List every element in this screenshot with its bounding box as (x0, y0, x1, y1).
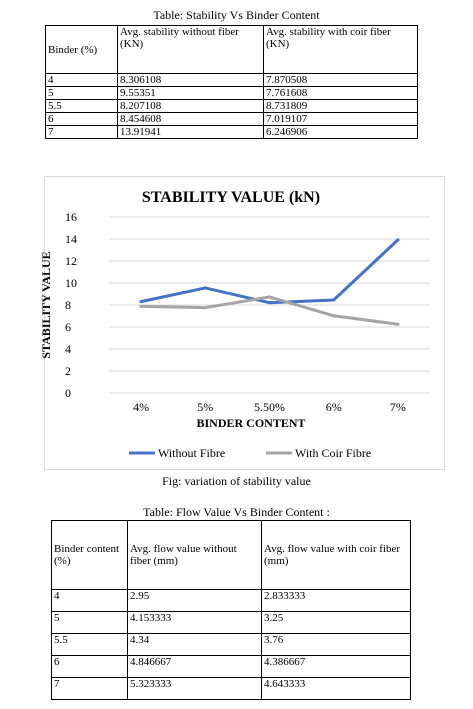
y-tick-label: 16 (65, 210, 77, 224)
x-tick-label: 5% (197, 400, 214, 414)
table-cell: 13.91941 (118, 126, 264, 139)
table-cell: 4 (46, 74, 118, 87)
chart-title: STABILITY VALUE (kN) (141, 189, 321, 206)
y-tick-label: 6 (65, 320, 71, 334)
data-point (204, 306, 207, 309)
table-cell: 5 (52, 612, 128, 634)
table-row (52, 656, 411, 678)
y-tick-label: 12 (65, 254, 77, 268)
table-cell: 6 (46, 113, 118, 126)
data-point (140, 300, 143, 303)
y-tick-label: 14 (65, 232, 77, 246)
table-row (46, 74, 418, 87)
table-cell: 9.55351 (118, 87, 264, 100)
table-cell: 8.731809 (264, 100, 418, 113)
series-line (141, 297, 398, 324)
table-cell: 7.019107 (264, 113, 418, 126)
table-row (46, 100, 418, 113)
table-cell: 7 (46, 126, 118, 139)
header-cell: Binder content (%) (52, 521, 128, 590)
stability-table (45, 25, 418, 139)
header-cell: Binder (%) (46, 26, 118, 74)
table-cell: 5 (46, 87, 118, 100)
figure-caption: Fig: variation of stability value (162, 474, 311, 488)
table-cell: 2.95 (128, 590, 262, 612)
data-point (396, 323, 399, 326)
legend-label: Without Fibre (158, 446, 226, 460)
y-axis-label: STABILITY VALUE (39, 251, 53, 359)
table-row (52, 634, 411, 656)
table-cell: 7 (52, 678, 128, 700)
table2-caption: Table: Flow Value Vs Binder Content : (143, 505, 330, 519)
table-row (52, 590, 411, 612)
data-point (332, 298, 335, 301)
table-row (52, 612, 411, 634)
x-tick-label: 5.50% (254, 400, 285, 414)
table-cell: 6 (52, 656, 128, 678)
header-cell: Avg. flow value with coir fiber (mm) (262, 521, 411, 590)
table-row (46, 126, 418, 139)
table-row (46, 113, 418, 126)
data-point (268, 295, 271, 298)
table-cell: 6.246906 (264, 126, 418, 139)
table-header-row (52, 521, 411, 590)
data-point (204, 286, 207, 289)
y-tick-label: 4 (65, 342, 71, 356)
table-row (52, 678, 411, 700)
legend-label: With Coir Fibre (295, 446, 372, 460)
table-cell: 8.454608 (118, 113, 264, 126)
y-tick-label: 8 (65, 298, 71, 312)
table-cell: 7.761608 (264, 87, 418, 100)
table-row (46, 87, 418, 100)
y-tick-label: 2 (65, 364, 71, 378)
y-tick-label: 10 (65, 276, 77, 290)
table-cell: 4.153333 (128, 612, 262, 634)
table-cell: 7.870508 (264, 74, 418, 87)
table-cell: 5.5 (52, 634, 128, 656)
table-cell: 4.846667 (128, 656, 262, 678)
table-cell: 4.386667 (262, 656, 411, 678)
table-cell: 2.833333 (262, 590, 411, 612)
table-cell: 3.25 (262, 612, 411, 634)
table-cell: 4 (52, 590, 128, 612)
data-point (140, 305, 143, 308)
stability-chart (39, 176, 445, 470)
table-cell: 5.5 (46, 100, 118, 113)
series-line (141, 240, 398, 303)
table-cell: 5.323333 (128, 678, 262, 700)
data-point (332, 314, 335, 317)
header-cell: Avg. stability with coir fiber (KN) (264, 26, 418, 74)
data-point (268, 301, 271, 304)
x-axis-label: BINDER CONTENT (196, 416, 306, 430)
data-point (396, 238, 399, 241)
y-tick-label: 0 (65, 386, 71, 400)
table-cell: 4.34 (128, 634, 262, 656)
x-tick-label: 6% (325, 400, 342, 414)
table-cell: 3.76 (262, 634, 411, 656)
header-cell: Avg. stability without fiber (KN) (118, 26, 264, 74)
x-tick-label: 7% (389, 400, 406, 414)
table-header-row (46, 26, 418, 74)
header-cell: Avg. flow value without fiber (mm) (128, 521, 262, 590)
table1-caption: Table: Stability Vs Binder Content (153, 8, 320, 22)
x-tick-label: 4% (133, 400, 150, 414)
table-cell: 8.306108 (118, 74, 264, 87)
stability-line-chart (39, 177, 444, 469)
table-cell: 4.643333 (262, 678, 411, 700)
flow-table (51, 520, 411, 700)
table-cell: 8.207108 (118, 100, 264, 113)
